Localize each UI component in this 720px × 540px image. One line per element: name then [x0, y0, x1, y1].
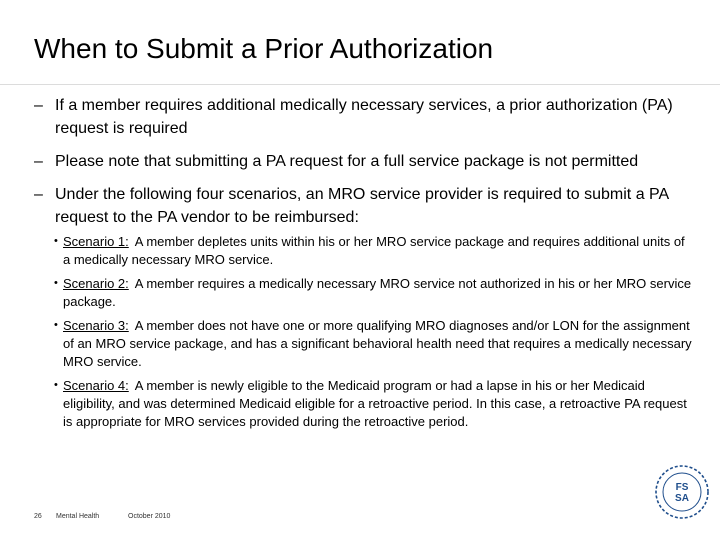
bullet-text: If a member requires additional medically necessary services, a prior authorization (PA) request is required: [55, 97, 673, 137]
scenario-item: [34, 233, 694, 269]
scenario-label: Scenario 3:: [63, 318, 129, 333]
footer-section: Mental Health: [56, 513, 100, 520]
scenario-item: [34, 317, 694, 371]
dash-marker: –: [34, 153, 43, 170]
bullet-dot: •: [54, 379, 58, 391]
scenario-text: A member does not have one or more qualifying MRO diagnoses and/or LON for the assignment of an MRO service package, and has a significant behavioral health need that requires a medically necessary MRO service.: [63, 318, 692, 369]
title-divider: [0, 84, 720, 85]
scenario-text: A member depletes units within his or her MRO service package and requires additional units of a medically necessary MRO service.: [63, 234, 685, 267]
bullet-dot: •: [54, 235, 58, 247]
dash-marker: –: [34, 97, 43, 114]
bullet-text: Please note that submitting a PA request for a full service package is not permitted: [55, 153, 639, 170]
slide-content: [34, 94, 694, 437]
footer-page-number: 26: [34, 513, 42, 520]
bullet-dot: •: [54, 277, 58, 289]
bullet-text: Under the following four scenarios, an MRO service provider is required to submit a PA request to the PA vendor to be reimbursed:: [55, 186, 669, 226]
scenario-label: Scenario 4:: [63, 378, 129, 393]
bullet-dot: •: [54, 319, 58, 331]
scenario-text: A member is newly eligible to the Medicaid program or had a lapse in his or her Medicaid eligibility, and was determined Medicaid eligible for a retroactive period. In this case, a retroactive PA request is appropriate for MRO services provided during the retroactive period.: [63, 378, 687, 429]
bullet-item: [34, 94, 694, 140]
scenario-item: [34, 377, 694, 431]
svg-text:SA: SA: [675, 493, 689, 504]
slide-title: When to Submit a Prior Authorization: [34, 33, 494, 64]
svg-text:FS: FS: [675, 482, 689, 493]
bullet-item: [34, 183, 694, 229]
footer-date: October 2010: [128, 513, 171, 520]
dash-marker: –: [34, 186, 43, 203]
fssa-seal-icon: [652, 462, 712, 524]
scenario-label: Scenario 2:: [63, 276, 129, 291]
scenario-item: [34, 275, 694, 311]
bullet-item: [34, 150, 694, 173]
scenario-label: Scenario 1:: [63, 234, 129, 249]
scenario-text: A member requires a medically necessary MRO service not authorized in his or her MRO service package.: [63, 276, 692, 309]
